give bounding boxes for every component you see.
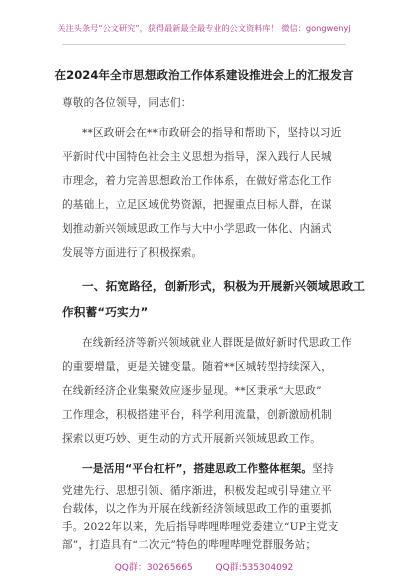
paragraph-line: 平新时代中国特色社会主义思想为指导，深入践行人民城 <box>62 151 332 163</box>
header-divider <box>62 44 346 45</box>
paragraph-line: 工作理念，积极搭建平台，科学利用流量，创新激励机制 <box>62 409 332 421</box>
paragraph-line: 在线新经济等新兴领域就业人群既是做好新时代思政工作 <box>82 337 352 349</box>
paragraph-line: 手。2022年以来，先后指导哔哩哔哩党委建立“UP主党支 <box>62 521 339 533</box>
paragraph-line: 在线新经济企业集聚效应逐步显现。**区秉承“大思政” <box>62 385 322 397</box>
paragraph-line: 台载体，以之作为开展在线新经济领域思政工作的重要抓 <box>62 503 332 515</box>
salutation: 尊敬的各位领导，同志们： <box>62 97 192 109</box>
paragraph-line: 划推动新兴领域思政工作与大中小学思政一体化、内涵式 <box>62 223 332 235</box>
paragraph-line: 的基础上，立足区域优势资源，把握重点目标人群，在谋 <box>62 199 332 211</box>
paragraph-line: **区政研会在**市政研会的指导和帮助下，坚持以习近 <box>82 127 342 139</box>
document-title: 在2024年全市思想政治工作体系建设推进会上的汇报发言 <box>54 68 354 82</box>
footer-qq-group-1: QQ群：30265665 <box>114 563 193 573</box>
paragraph-line: 的重要增量，更是关键变量。随着**区城转型持续深入， <box>62 361 333 373</box>
paragraph-line <box>82 462 372 476</box>
paragraph-line: 探索以更巧妙、更生动的方式开展新兴领域思政工作。 <box>62 433 322 445</box>
section-heading: 一、拓宽路径，创新形式，积极为开展新兴领域思政工 <box>82 279 366 293</box>
section-heading: 作积蓄“巧实力” <box>62 305 149 319</box>
footer <box>0 560 408 573</box>
paragraph-line: 发展等方面进行了积极探索。 <box>62 247 203 259</box>
header-banner: 关注头条号“公文研究”，获得最新最全最专业的公文资料库！ 微信：gongwenyj <box>57 23 351 33</box>
paragraph-line: 部”，打造具有“二次元”特色的哔哩哔哩党群服务站； <box>62 539 317 551</box>
paragraph-lead-rest: 坚持 <box>312 463 334 475</box>
footer-qq-group-2: QQ群:535304092 <box>215 563 294 573</box>
paragraph-line: 党建先行、思想引领、循序渐进，积极发起或引导建立平 <box>62 485 332 497</box>
paragraph-line: 市理念，着力完善思想政治工作体系，在做好常态化工作 <box>62 175 332 187</box>
paragraph-lead-bold: 一是活用“平台杠杆”，搭建思政工作整体框架。 <box>82 463 313 475</box>
